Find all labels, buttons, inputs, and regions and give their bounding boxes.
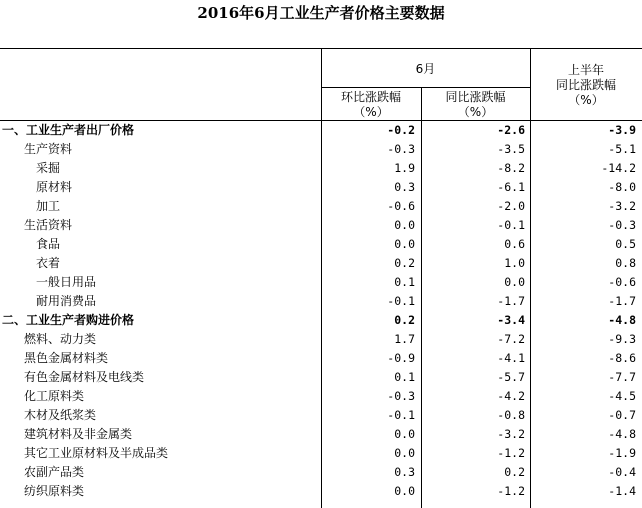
mom-value: -0.9 xyxy=(387,351,415,365)
header-yoy xyxy=(421,90,530,120)
header-month: 6月 xyxy=(415,62,436,76)
mom-value: 0.0 xyxy=(394,237,415,251)
mom-value: 1.7 xyxy=(394,332,415,346)
yoy-value: -2.0 xyxy=(497,199,525,213)
table-row xyxy=(0,197,642,216)
h1-value: -7.7 xyxy=(608,370,636,384)
table-row xyxy=(0,425,642,444)
mom-value: -0.3 xyxy=(387,142,415,156)
header-yoy-unit: （%） xyxy=(457,105,494,119)
mom-value: 0.0 xyxy=(394,446,415,460)
row-label: 木材及纸浆类 xyxy=(24,408,97,422)
h1-value: -3.2 xyxy=(608,199,636,213)
mom-value: 0.2 xyxy=(394,313,415,327)
h1-value: 0.8 xyxy=(615,256,636,270)
h1-value: -1.9 xyxy=(608,446,636,460)
row-label: 其它工业原材料及半成品类 xyxy=(24,446,169,460)
h1-value: -4.5 xyxy=(608,389,636,403)
table-row xyxy=(0,387,642,406)
h1-value: -8.6 xyxy=(608,351,636,365)
mom-value: 0.0 xyxy=(394,218,415,232)
yoy-value: 0.6 xyxy=(504,237,525,251)
table-row xyxy=(0,444,642,463)
table-row xyxy=(0,159,642,178)
yoy-value: -6.1 xyxy=(497,180,525,194)
table-row xyxy=(0,235,642,254)
yoy-value: -3.2 xyxy=(497,427,525,441)
yoy-value: -4.1 xyxy=(497,351,525,365)
page-title: 2016年6月工业生产者价格主要数据 xyxy=(197,4,445,22)
row-label: 衣着 xyxy=(36,256,61,270)
table-row xyxy=(0,311,642,330)
table-row xyxy=(0,273,642,292)
header-h1-line1: 上半年 xyxy=(567,63,604,77)
table-row xyxy=(0,349,642,368)
row-label: 生产资料 xyxy=(24,142,73,156)
table-row xyxy=(0,178,642,197)
row-label: 采掘 xyxy=(36,161,61,175)
yoy-value: -1.2 xyxy=(497,446,525,460)
yoy-value: 0.2 xyxy=(504,465,525,479)
yoy-value: -0.8 xyxy=(497,408,525,422)
row-label: 一般日用品 xyxy=(36,275,97,289)
yoy-value: -5.7 xyxy=(497,370,525,384)
yoy-value: -2.6 xyxy=(497,123,525,137)
table-row xyxy=(0,368,642,387)
yoy-value: -4.2 xyxy=(497,389,525,403)
table-row xyxy=(0,330,642,349)
row-label: 耐用消费品 xyxy=(36,294,97,308)
h1-value: -4.8 xyxy=(608,313,636,327)
mom-value: -0.2 xyxy=(387,123,415,137)
table-row xyxy=(0,292,642,311)
yoy-value: -0.1 xyxy=(497,218,525,232)
row-label: 原材料 xyxy=(36,180,73,194)
mom-value: -0.1 xyxy=(387,408,415,422)
yoy-value: -3.5 xyxy=(497,142,525,156)
table-row xyxy=(0,482,642,501)
row-label: 化工原料类 xyxy=(24,389,85,403)
table-row xyxy=(0,406,642,425)
row-label: 有色金属材料及电线类 xyxy=(24,370,145,384)
header-mom-unit: （%） xyxy=(353,105,389,119)
h1-value: -1.4 xyxy=(608,484,636,498)
h1-value: -0.3 xyxy=(608,218,636,232)
table-row xyxy=(0,121,642,140)
header-sub-rule xyxy=(321,87,530,88)
table-row xyxy=(0,254,642,273)
h1-value: -14.2 xyxy=(601,161,636,175)
h1-value: -8.0 xyxy=(608,180,636,194)
header-h1-line2: 同比涨跌幅 xyxy=(555,78,616,92)
row-label: 农副产品类 xyxy=(24,465,85,479)
row-label: 燃料、动力类 xyxy=(24,332,97,346)
row-label: 纺织原料类 xyxy=(24,484,85,498)
mom-value: -0.6 xyxy=(387,199,415,213)
yoy-value: -1.7 xyxy=(497,294,525,308)
table-body xyxy=(0,121,642,501)
header-mom-label: 环比涨跌幅 xyxy=(340,90,401,104)
yoy-value: -1.2 xyxy=(497,484,525,498)
h1-value: -0.7 xyxy=(608,408,636,422)
row-label: 加工 xyxy=(36,199,61,213)
mom-value: -0.1 xyxy=(387,294,415,308)
mom-value: 1.9 xyxy=(394,161,415,175)
mom-value: 0.2 xyxy=(394,256,415,270)
row-label: 食品 xyxy=(36,237,61,251)
row-label: 黑色金属材料类 xyxy=(24,351,109,365)
yoy-value: 1.0 xyxy=(504,256,525,270)
h1-value: -4.8 xyxy=(608,427,636,441)
row-label: 建筑材料及非金属类 xyxy=(24,427,133,441)
h1-value: -3.9 xyxy=(608,123,636,137)
h1-value: -0.4 xyxy=(608,465,636,479)
table-row xyxy=(0,216,642,235)
yoy-value: -7.2 xyxy=(497,332,525,346)
yoy-value: 0.0 xyxy=(504,275,525,289)
mom-value: -0.3 xyxy=(387,389,415,403)
row-label: 一、工业生产者出厂价格 xyxy=(2,123,135,137)
mom-value: 0.3 xyxy=(394,180,415,194)
mom-value: 0.3 xyxy=(394,465,415,479)
header-h1 xyxy=(530,63,642,108)
row-label: 生活资料 xyxy=(24,218,73,232)
mom-value: 0.1 xyxy=(394,275,415,289)
mom-value: 0.0 xyxy=(394,484,415,498)
h1-value: -5.1 xyxy=(608,142,636,156)
table-row xyxy=(0,463,642,482)
header-h1-unit: （%） xyxy=(568,93,604,107)
h1-value: -9.3 xyxy=(608,332,636,346)
header-mom xyxy=(321,90,421,120)
h1-value: -1.7 xyxy=(608,294,636,308)
h1-value: 0.5 xyxy=(615,237,636,251)
header-yoy-label: 同比涨跌幅 xyxy=(445,90,506,104)
h1-value: -0.6 xyxy=(608,275,636,289)
row-label: 二、工业生产者购进价格 xyxy=(2,313,135,327)
mom-value: 0.0 xyxy=(394,427,415,441)
mom-value: 0.1 xyxy=(394,370,415,384)
table-row xyxy=(0,140,642,159)
yoy-value: -8.2 xyxy=(497,161,525,175)
yoy-value: -3.4 xyxy=(497,313,525,327)
